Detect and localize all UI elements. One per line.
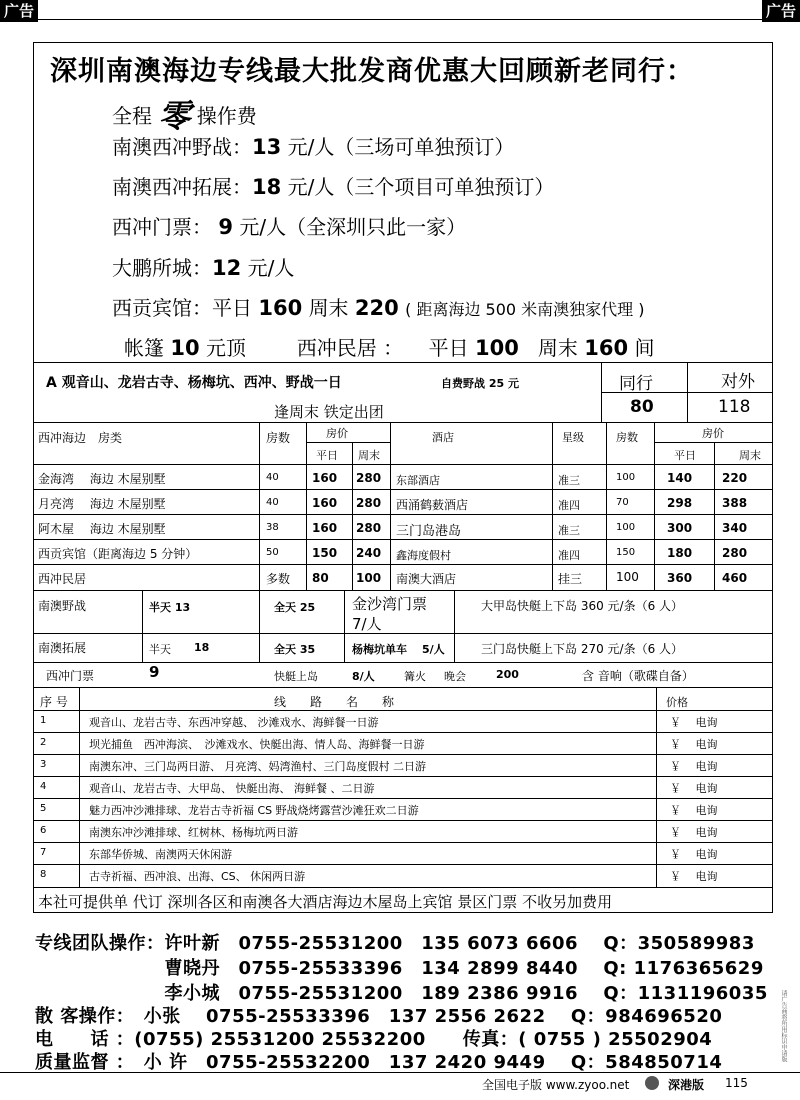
- room-name-3: 阿木屋 海边 木屋别墅: [38, 522, 166, 536]
- hotel-star-5: 挂三: [558, 572, 583, 586]
- contact-line-2: 曹晓丹 0755-25533396 134 2899 8440 Q: 1176365629: [35, 958, 764, 979]
- room-weekday-1: 160: [312, 471, 338, 485]
- contact-line-3: 李小城 0755-25531200 189 2386 9916 Q：1131196035: [35, 983, 768, 1004]
- route-divider: [34, 732, 772, 733]
- hotel-weekday-4: 180: [667, 546, 693, 560]
- route-name: 坝光捕鱼 西冲海滨、 沙滩戏水、快艇出海、情人岛、海鲜餐一日游: [89, 738, 425, 751]
- activity-speedboat-price: 8/人: [352, 670, 375, 683]
- room-name-5: 西冲民居: [38, 572, 87, 586]
- hotel-weekday-3: 300: [667, 521, 693, 535]
- room-count-5: 多数: [266, 572, 291, 586]
- footer-page: 115: [725, 1076, 748, 1090]
- route-divider: [34, 776, 772, 777]
- rooms-header-rooms-2: 房数: [616, 431, 638, 444]
- activity-expand-label: 南澳拓展: [38, 641, 87, 655]
- peer-label: 同行: [619, 374, 653, 394]
- route-no: 2: [40, 737, 47, 748]
- activity-boat-2: 三门岛快艇上下岛 270 元/条（6 人）: [481, 642, 684, 656]
- hotel-star-3: 准三: [558, 524, 580, 537]
- hotel-name-1: 东部酒店: [396, 474, 440, 487]
- footer-edition: 深港版: [668, 1078, 705, 1092]
- route-name: 观音山、龙岩古寺、东西冲穿越、 沙滩戏水、海鲜餐一日游: [89, 716, 379, 729]
- public-label: 对外: [721, 372, 755, 392]
- public-price: 118: [718, 397, 751, 417]
- rooms-header-name: 西冲海边 房类: [38, 431, 123, 445]
- price-line-2: 南澳西冲拓展：18 元/人（三个项目可单独预订）: [112, 175, 555, 199]
- route-price: ￥ 电询: [670, 782, 718, 795]
- rooms-header-star: 星级: [562, 431, 584, 444]
- route-name: 魅力西冲沙滩排球、龙岩古寺祈福 CS 野战烧烤露营沙滩狂欢二日游: [89, 804, 419, 817]
- route-divider: [34, 820, 772, 821]
- activity-expand-full: 全天 35: [274, 643, 316, 656]
- hotel-weekend-2: 388: [722, 496, 748, 510]
- activity-war-full: 全天 25: [274, 601, 316, 614]
- route-price: ￥ 电询: [670, 716, 718, 729]
- activity-gate: 金沙湾门票: [352, 595, 428, 613]
- activity-sound: 含 音响（歌碟自备）: [582, 669, 694, 683]
- hotel-weekend-3: 340: [722, 521, 748, 535]
- room-weekend-2: 280: [356, 496, 382, 510]
- activity-war-half: 半天 13: [149, 601, 191, 614]
- route-divider: [34, 842, 772, 843]
- tent-line: 帐篷 10 元顶 西冲民居 ： 平日 100 周末 160 间: [124, 336, 655, 360]
- rooms-header-rooms: 房数: [266, 431, 291, 445]
- hotel-weekday-1: 140: [667, 471, 693, 485]
- routes-header-price: 价格: [666, 696, 688, 709]
- hotel-weekend-1: 220: [722, 471, 748, 485]
- tour-a-title: A 观音山、龙岩古寺、杨梅坑、西冲、野战一日: [46, 375, 342, 391]
- rooms-header-weekend-2: 周末: [739, 449, 761, 462]
- hotel-name-4: 鑫海度假村: [396, 549, 451, 562]
- route-no: 1: [40, 715, 47, 726]
- room-count-4: 50: [266, 547, 279, 558]
- room-count-3: 38: [266, 522, 279, 533]
- ad-tag-right: 广告: [762, 0, 800, 22]
- route-price: ￥ 电询: [670, 848, 718, 861]
- footer-rule: [0, 1072, 800, 1073]
- activity-expand-half-label: 半天: [149, 643, 171, 656]
- rooms-header-weekday-2: 平日: [674, 449, 696, 462]
- hotel-star-1: 准三: [558, 474, 580, 487]
- hotel-star-4: 准四: [558, 549, 580, 562]
- rooms-header-price-2: 房价: [702, 427, 724, 440]
- ad-tag-left: 广告: [0, 0, 38, 22]
- room-count-2: 40: [266, 497, 279, 508]
- activity-gate-price: 7/人: [352, 615, 382, 633]
- routes-footer: 本社可提供单 代订 深圳各区和南澳各大酒店海边木屋岛上宾馆 景区门票 不收另加费用: [38, 893, 613, 911]
- tour-a-schedule: 逢周末 铁定出团: [274, 403, 384, 421]
- room-count-1: 40: [266, 472, 279, 483]
- room-weekend-1: 280: [356, 471, 382, 485]
- hotel-name-2: 西涌鹤薮酒店: [396, 498, 469, 512]
- room-name-2: 月亮湾 海边 木屋别墅: [38, 497, 166, 511]
- site-logo-icon: [645, 1076, 659, 1090]
- activity-war-label: 南澳野战: [38, 599, 87, 613]
- route-price: ￥ 电询: [670, 738, 718, 751]
- room-weekday-2: 160: [312, 496, 338, 510]
- hotel-star-2: 准四: [558, 499, 580, 512]
- routes-header-name: 线 路 名 称: [274, 695, 395, 709]
- room-weekday-4: 150: [312, 546, 338, 560]
- hotel-weekday-2: 298: [667, 496, 693, 510]
- hotel-rooms-2: 70: [616, 497, 629, 508]
- route-no: 3: [40, 759, 47, 770]
- room-weekend-5: 100: [356, 571, 382, 585]
- rooms-header-price: 房价: [326, 427, 348, 440]
- hotel-rooms-3: 100: [616, 522, 636, 533]
- activity-boat-1: 大甲岛快艇上下岛 360 元/条（6 人）: [481, 599, 684, 613]
- price-line-4: 大鹏所城：12 元/人: [112, 256, 295, 280]
- promo-line: 全程 零 操作费: [112, 97, 257, 135]
- ad-frame: [33, 42, 773, 913]
- contact-line-1: 专线团队操作：许叶新 0755-25531200 135 6073 6606 Q：350589983: [35, 933, 755, 954]
- ad-title: 深圳南澳海边专线最大批发商优惠大回顾新老同行：: [50, 56, 694, 87]
- peer-price: 80: [630, 397, 654, 417]
- hotel-rooms-1: 100: [616, 472, 636, 483]
- route-name: 南澳东冲沙滩排球、红树林、杨梅坑两日游: [89, 826, 298, 839]
- routes-header-no: 序 号: [40, 695, 68, 709]
- hotel-weekend-4: 280: [722, 546, 748, 560]
- rooms-header-hotel: 酒店: [432, 431, 454, 444]
- rooms-header-weekend: 周末: [358, 449, 380, 462]
- room-weekday-3: 160: [312, 521, 338, 535]
- activity-bonfire-price: 200: [496, 668, 519, 681]
- room-name-1: 金海湾 海边 木屋别墅: [38, 472, 166, 486]
- room-weekend-4: 240: [356, 546, 382, 560]
- hotel-rooms-5: 100: [616, 570, 639, 584]
- contact-line-6: 质量监督 ： 小 许 0755-25532200 137 2420 9449 Q：584850714: [35, 1052, 723, 1073]
- route-no: 4: [40, 781, 47, 792]
- route-price: ￥ 电询: [670, 760, 718, 773]
- hotel-weekday-5: 360: [667, 571, 693, 585]
- activity-speedboat: 快艇上岛: [274, 670, 318, 683]
- rooms-header-weekday: 平日: [316, 449, 338, 462]
- route-name: 东部华侨城、南澳两天休闲游: [89, 848, 232, 861]
- hotel-weekend-5: 460: [722, 571, 748, 585]
- route-price: ￥ 电询: [670, 826, 718, 839]
- activity-bike: 杨梅坑单车: [352, 643, 407, 656]
- route-no: 6: [40, 825, 47, 836]
- route-divider: [34, 798, 772, 799]
- hotel-rooms-4: 150: [616, 547, 636, 558]
- hotel-line: 西贡宾馆：平日 160 周末 220 ( 距离海边 500 米南澳独家代理 ): [112, 296, 645, 320]
- route-price: ￥ 电询: [670, 804, 718, 817]
- side-note: 请广告商将所用标识申请版: [780, 990, 787, 1062]
- route-name: 观音山、龙岩古寺、大甲岛、 快艇出海、 海鲜餐 、二日游: [89, 782, 375, 795]
- contact-line-4: 散 客操作： 小张 0755-25533396 137 2556 2622 Q：984696520: [35, 1006, 723, 1027]
- room-name-4: 西贡宾馆（距离海边 5 分钟）: [38, 547, 198, 561]
- route-no: 8: [40, 869, 47, 880]
- route-name: 南澳东冲、三门岛两日游、 月亮湾、妈湾渔村、三门岛度假村 二日游: [89, 760, 426, 773]
- top-rule: [0, 19, 800, 20]
- route-name: 古寺祈福、西冲浪、出海、CS、 休闲两日游: [89, 870, 306, 883]
- footer-site: 全国电子版 www.zyoo.net: [482, 1078, 630, 1092]
- tour-a-extra: 自费野战 25 元: [441, 377, 519, 390]
- route-no: 7: [40, 847, 47, 858]
- activity-expand-half: 18: [194, 641, 210, 654]
- hotel-name-5: 南澳大酒店: [396, 572, 457, 586]
- activity-ticket-price: 9: [149, 663, 160, 681]
- room-weekday-5: 80: [312, 571, 329, 585]
- route-divider: [34, 864, 772, 865]
- zero-glyph: 零: [158, 97, 191, 135]
- activity-bike-price: 5/人: [422, 643, 445, 656]
- price-line-1: 南澳西冲野战：13 元/人（三场可单独预订）: [112, 135, 515, 159]
- hotel-name-3: 三门岛港岛: [396, 524, 462, 539]
- activity-bonfire: 篝火 晚会: [404, 670, 466, 683]
- room-weekend-3: 280: [356, 521, 382, 535]
- contact-line-5: 电 话 ：(0755) 25531200 25532200 传真：( 0755 ) 25502904: [35, 1029, 713, 1050]
- price-line-3: 西冲门票： 9 元/人（全深圳只此一家）: [112, 215, 467, 239]
- route-no: 5: [40, 803, 47, 814]
- activity-ticket-label: 西冲门票: [46, 669, 95, 683]
- route-divider: [34, 754, 772, 755]
- route-price: ￥ 电询: [670, 870, 718, 883]
